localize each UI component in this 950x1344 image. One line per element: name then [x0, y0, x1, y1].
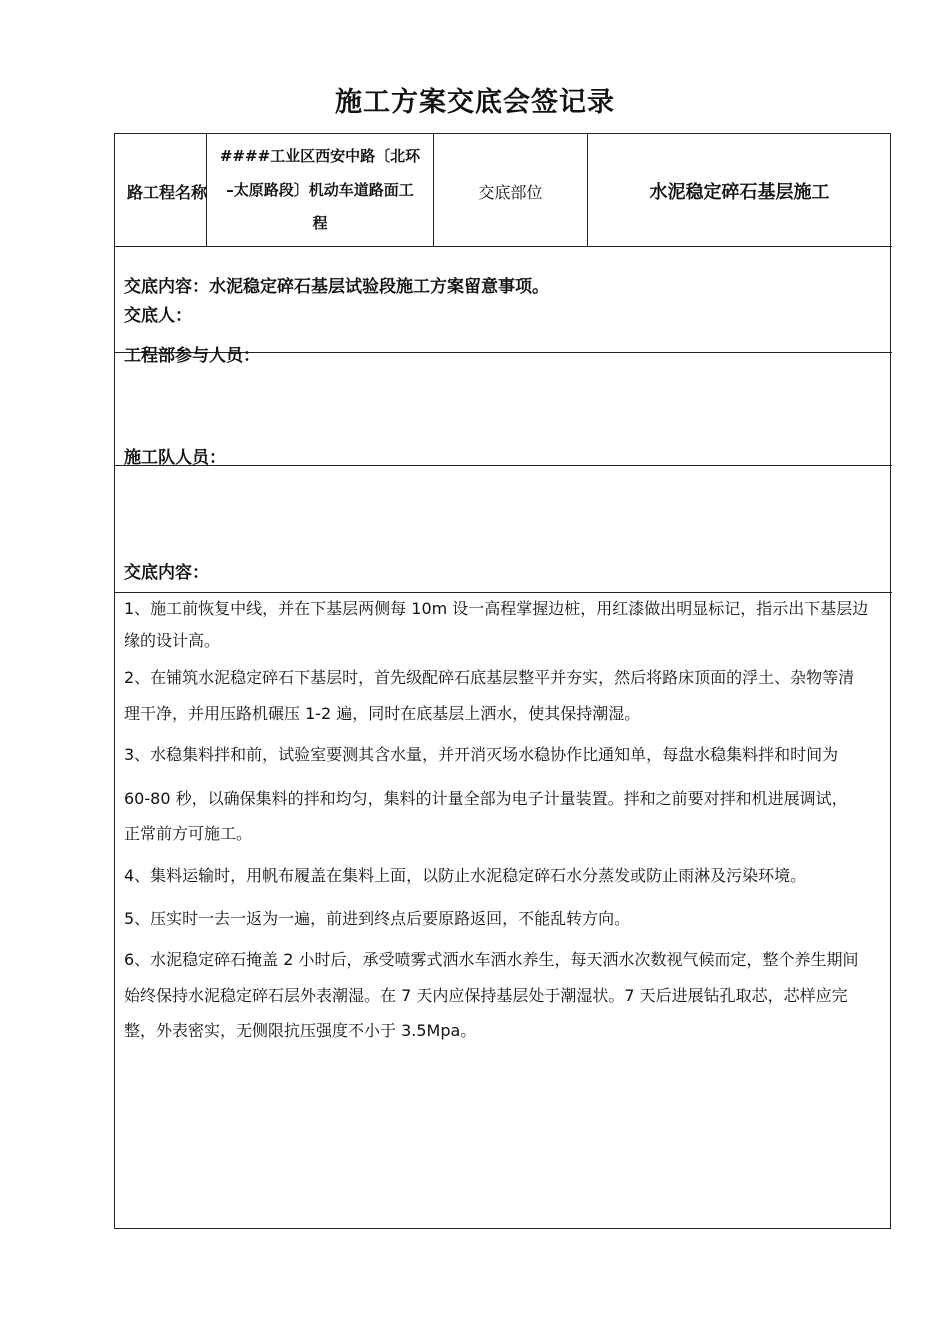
- project-name-line: 程: [312, 214, 328, 232]
- location-value: 水泥稳定碎石基层施工: [649, 182, 830, 203]
- project-name-label: 路工程名称: [127, 183, 208, 202]
- content-line: 整，外表密实，无侧限抗压强度不小于 3.5Mpa。: [124, 1021, 477, 1040]
- table-divider: [114, 465, 892, 466]
- team-staff-label: 施工队人员：: [124, 448, 226, 468]
- content-line: 5、压实时一去一返为一遍，前进到终点后要原路返回，不能乱转方向。: [124, 909, 631, 928]
- project-name-line: ####工业区西安中路〔北环: [219, 147, 421, 165]
- content-line: 6、水泥稳定碎石掩盖 2 小时后，承受喷雾式洒水车洒水养生，每天洒水次数视气候而定，整个养生期间: [124, 950, 859, 969]
- table-divider: [114, 246, 892, 247]
- location-label: 交底部位: [478, 183, 543, 202]
- content-line: 理干净，并用压路机碾压 1-2 遍，同时在底基层上洒水，使其保持潮湿。: [124, 704, 641, 723]
- content-line: 1、施工前恢复中线，并在下基层两侧每 10m 设一高程掌握边桩，用红漆做出明显标记，指示出下基层边: [124, 599, 869, 618]
- project-name-line: –太原路段〕机动车道路面工: [226, 181, 414, 199]
- content-line: 2、在铺筑水泥稳定碎石下基层时，首先级配碎石底基层整平并夯实，然后将路床顶面的浮土、杂物等清: [124, 668, 855, 687]
- content-label: 交底内容：: [124, 563, 209, 583]
- content-line: 60-80 秒，以确保集料的拌和均匀，集料的计量全部为电子计量装置。拌和之前要对拌和机进展调试，: [124, 789, 848, 808]
- presenter-label: 交底人：: [124, 306, 192, 326]
- document-title: 施工方案交底会签记录: [335, 87, 615, 118]
- content-intro: 交底内容：水泥稳定碎石基层试验段施工方案留意事项。: [124, 277, 549, 297]
- content-line: 4、集料运输时，用帆布履盖在集料上面，以防止水泥稳定碎石水分蒸发或防止雨淋及污染环境。: [124, 866, 807, 885]
- content-line: 缘的设计高。: [124, 631, 221, 650]
- content-line: 3、水稳集料拌和前，试验室要测其含水量，并开消灭场水稳协作比通知单，每盘水稳集料拌和时间为: [124, 745, 839, 764]
- dept-staff-label: 工程部参与人员：: [124, 346, 260, 366]
- content-line: 始终保持水泥稳定碎石层外表潮湿。在 7 天内应保持基层处于潮湿状。7 天后进展钻孔取芯，芯样应完: [124, 986, 848, 1005]
- table-divider: [114, 592, 892, 593]
- content-line: 正常前方可施工。: [124, 824, 253, 843]
